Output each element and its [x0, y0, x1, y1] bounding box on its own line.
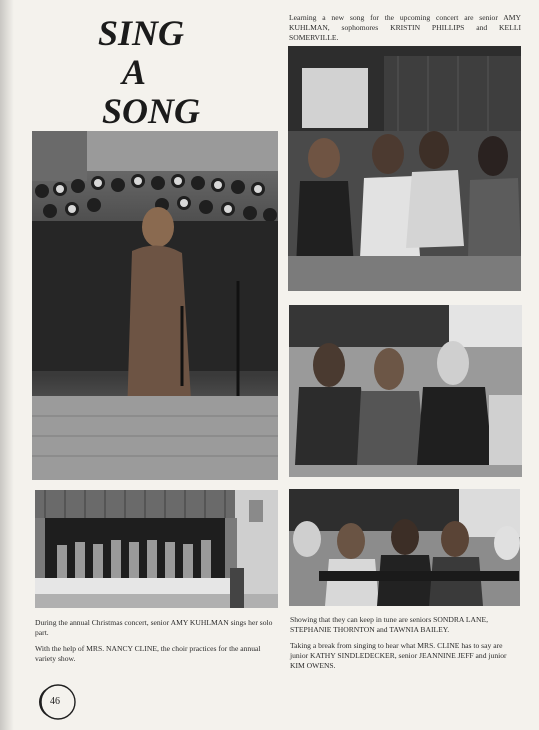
caption-tune: Showing that they can keep in tune are seniors SONDRA LANE, STEPHANIE THORNTON and TAWNIA BAILEY.: [290, 615, 489, 634]
photo-keep-in-tune: [289, 305, 522, 477]
caption-solo: During the annual Christmas concert, senior AMY KUHLMAN sings her solo part.: [35, 618, 273, 637]
photo-variety-show: [35, 490, 278, 608]
caption-break: Taking a break from singing to hear what MRS. CLINE has to say are junior KATHY SINDLEDECKER, senior JEANNINE JEFF and junior KIM OWENS.: [290, 641, 507, 670]
photo-taking-break: [289, 489, 520, 606]
title-line-1: SING: [98, 13, 185, 53]
caption-learning-song: Learning a new song for the upcoming concert are senior AMY KUHLMAN, sophomores KRISTIN PHILLIPS and KELLI SOMERVILLE.: [289, 13, 521, 42]
photo-learning-song: [288, 46, 521, 291]
page-title: [98, 14, 258, 131]
binding-shadow: [0, 0, 14, 730]
title-line-3: SONG: [102, 91, 201, 131]
caption-variety: With the help of MRS. NANCY CLINE, the choir practices for the annual variety show.: [35, 644, 261, 663]
photo-solo-singer: [32, 131, 278, 480]
title-line-2: A: [122, 52, 147, 92]
page-number: 46: [50, 696, 60, 707]
